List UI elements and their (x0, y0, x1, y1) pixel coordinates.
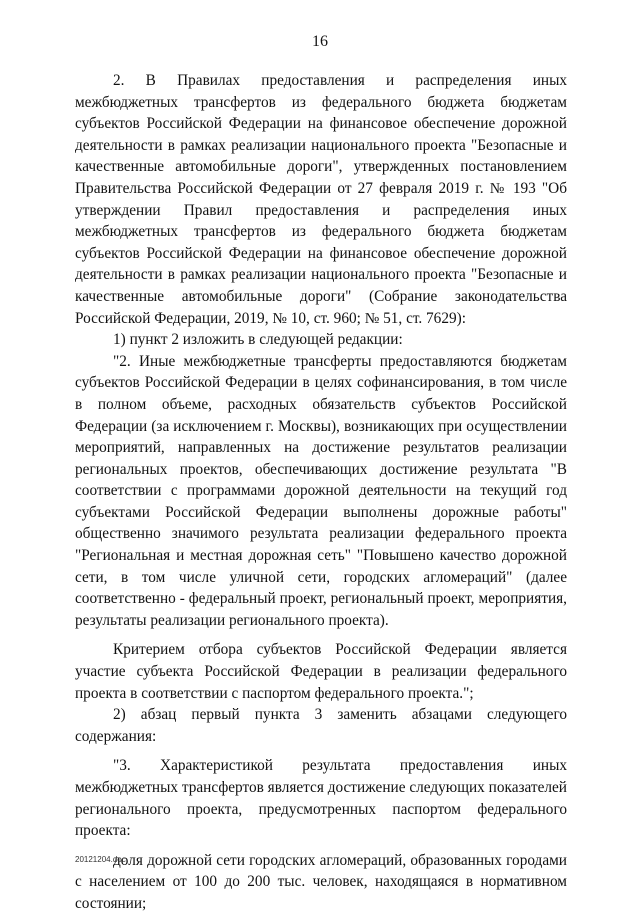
paragraph-clause-2-text: "2. Иные межбюджетные трансферты предоставляются бюджетам субъектов Российской Федерации в целях софинансирования, в том числе в полном объеме, расходных обязательств субъектов Российской Федерации (за исключением г. Москвы), возникающих при осуществлении мероприятий, направленных на достижение результатов реализации региональных проектов, обеспечивающих достижение результата "В соответствии с программами дорожной деятельности на текущий год субъектами Российской Федерации выполнены дорожные работы" общественно значимого результата реализации федерального проекта "Региональная и местная дорожная сеть" "Повышено качество дорожной сети, в том числе уличной сети, городских агломераций" (далее соответственно - федеральный проект, региональный проект, мероприятия, результаты реализации регионального проекта). (75, 352, 567, 629)
document-body (75, 70, 567, 915)
paragraph-selection-criterion: Критерием отбора субъектов Российской Федерации является участие субъекта Российской Федерации в реализации федерального проекта в соответствии с паспортом федерального проекта."; (75, 641, 567, 702)
paragraph-item-1: 1) пункт 2 изложить в следующей редакции: (113, 331, 403, 349)
paragraph-amendment-2: 2. В Правилах предоставления и распределения иных межбюджетных трансфертов из федерального бюджета бюджетам субъектов Российской Федерации на финансовое обеспечение дорожной деятельности в рамках реализации национального проекта "Безопасные и качественные автомобильные дороги", утвержденных постановлением Правительства Российской Федерации от 27 февраля 2019 г. № 193 "Об утверждении Правил предоставления и распределения иных межбюджетных трансфертов из федерального бюджета бюджетам субъектов Российской Федерации на финансовое обеспечение дорожной деятельности в рамках реализации национального проекта "Безопасные и качественные автомобильные дороги" (Собрание законодательства Российской Федерации, 2019, № 10, ст. 960; № 51, ст. 7629): (75, 72, 567, 327)
paragraph-clause-3-text: "3. Характеристикой результата предоставления иных межбюджетных трансфертов является достижение следующих показателей регионального проекта, предусмотренных паспортом федерального проекта: (75, 757, 567, 840)
paragraph-indicator-share: доля дорожной сети городских агломераций, образованных городами с населением от 100 до 200 тыс. человек, находящаяся в нормативном состоянии; (75, 851, 567, 912)
paragraph-item-2: 2) абзац первый пункта 3 заменить абзацами следующего содержания: (75, 706, 567, 745)
page-number: 16 (312, 33, 328, 50)
footer-file-code: 20121204.doc (75, 855, 126, 864)
